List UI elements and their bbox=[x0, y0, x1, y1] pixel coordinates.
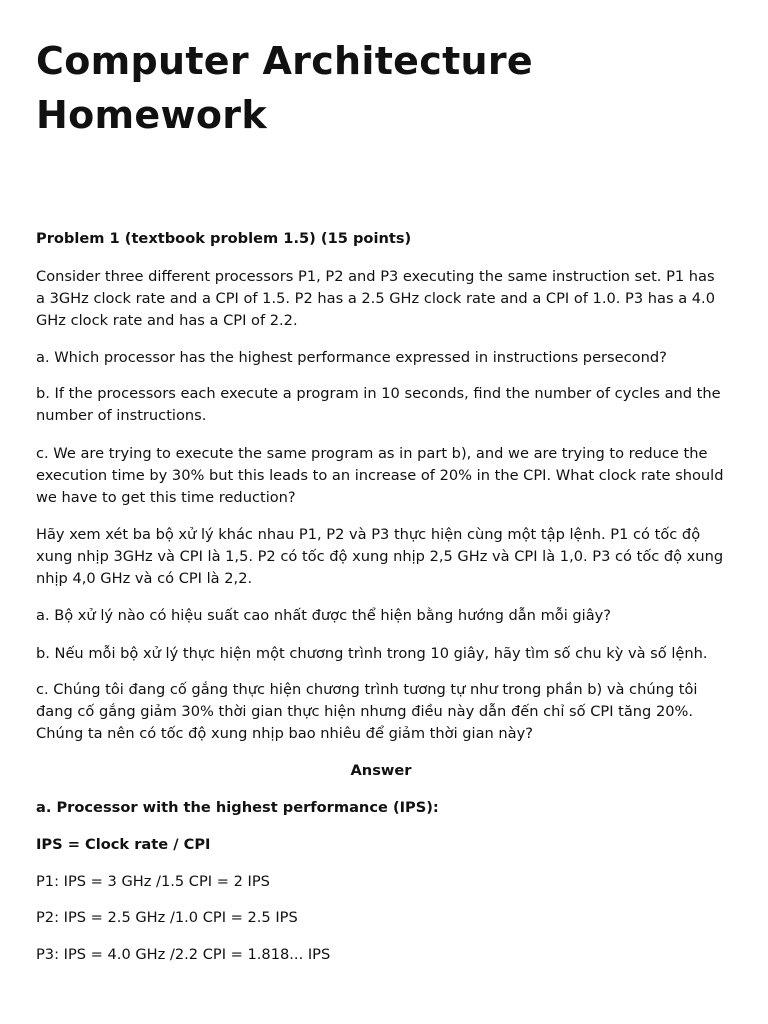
answer-heading: Answer bbox=[350, 762, 412, 779]
answer-a-heading: a. Processor with the highest performance (IPS): bbox=[36, 799, 439, 816]
intro-english: Consider three different processors P1, P2 and P3 executing the same instruction set. P1 has a 3GHz clock rate and a CPI of 1.5. P2 has a 2.5 GHz clock rate and a CPI of 1.0. P3 has a 4.0 GHz clock rate and has a CPI of 2.2. bbox=[36, 268, 715, 329]
p3-ips-line: P3: IPS = 4.0 GHz /2.2 CPI = 1.818... IPS bbox=[36, 946, 331, 963]
title-line-2: Homework bbox=[36, 93, 267, 137]
ips-formula: IPS = Clock rate / CPI bbox=[36, 836, 211, 853]
title-line-1: Computer Architecture bbox=[36, 39, 533, 83]
document-title bbox=[36, 34, 726, 142]
question-a-vietnamese: a. Bộ xử lý nào có hiệu suất cao nhất được thể hiện bằng hướng dẫn mỗi giây? bbox=[36, 607, 612, 624]
question-b-vietnamese: b. Nếu mỗi bộ xử lý thực hiện một chương trình trong 10 giây, hãy tìm số chu kỳ và số lệnh. bbox=[36, 645, 708, 662]
intro-vietnamese: Hãy xem xét ba bộ xử lý khác nhau P1, P2 và P3 thực hiện cùng một tập lệnh. P1 có tốc độ xung nhịp 3GHz và CPI là 1,5. P2 có tốc độ xung nhịp 2,5 GHz và CPI là 1,0. P3 có tốc độ xung nhịp 4,0 GHz và có CPI là 2,2. bbox=[36, 526, 724, 587]
p2-ips-line: P2: IPS = 2.5 GHz /1.0 CPI = 2.5 IPS bbox=[36, 909, 298, 926]
problem-heading: Problem 1 (textbook problem 1.5) (15 points) bbox=[36, 230, 412, 247]
question-c-english: c. We are trying to execute the same program as in part b), and we are trying to reduce the execution time by 30% but this leads to an increase of 20% in the CPI. What clock rate should we have to get this time reduction? bbox=[36, 445, 724, 506]
p1-ips-line: P1: IPS = 3 GHz /1.5 CPI = 2 IPS bbox=[36, 873, 270, 890]
question-c-vietnamese: c. Chúng tôi đang cố gắng thực hiện chương trình tương tự như trong phần b) và chúng tôi đang cố gắng giảm 30% thời gian thực hiện nhưng điều này dẫn đến chỉ số CPI tăng 20%. Chúng ta nên có tốc độ xung nhịp bao nhiêu để giảm thời gian này? bbox=[36, 681, 698, 742]
question-a-english: a. Which processor has the highest performance expressed in instructions persecond? bbox=[36, 349, 667, 366]
question-b-english: b. If the processors each execute a program in 10 seconds, find the number of cycles and the number of instructions. bbox=[36, 385, 721, 424]
